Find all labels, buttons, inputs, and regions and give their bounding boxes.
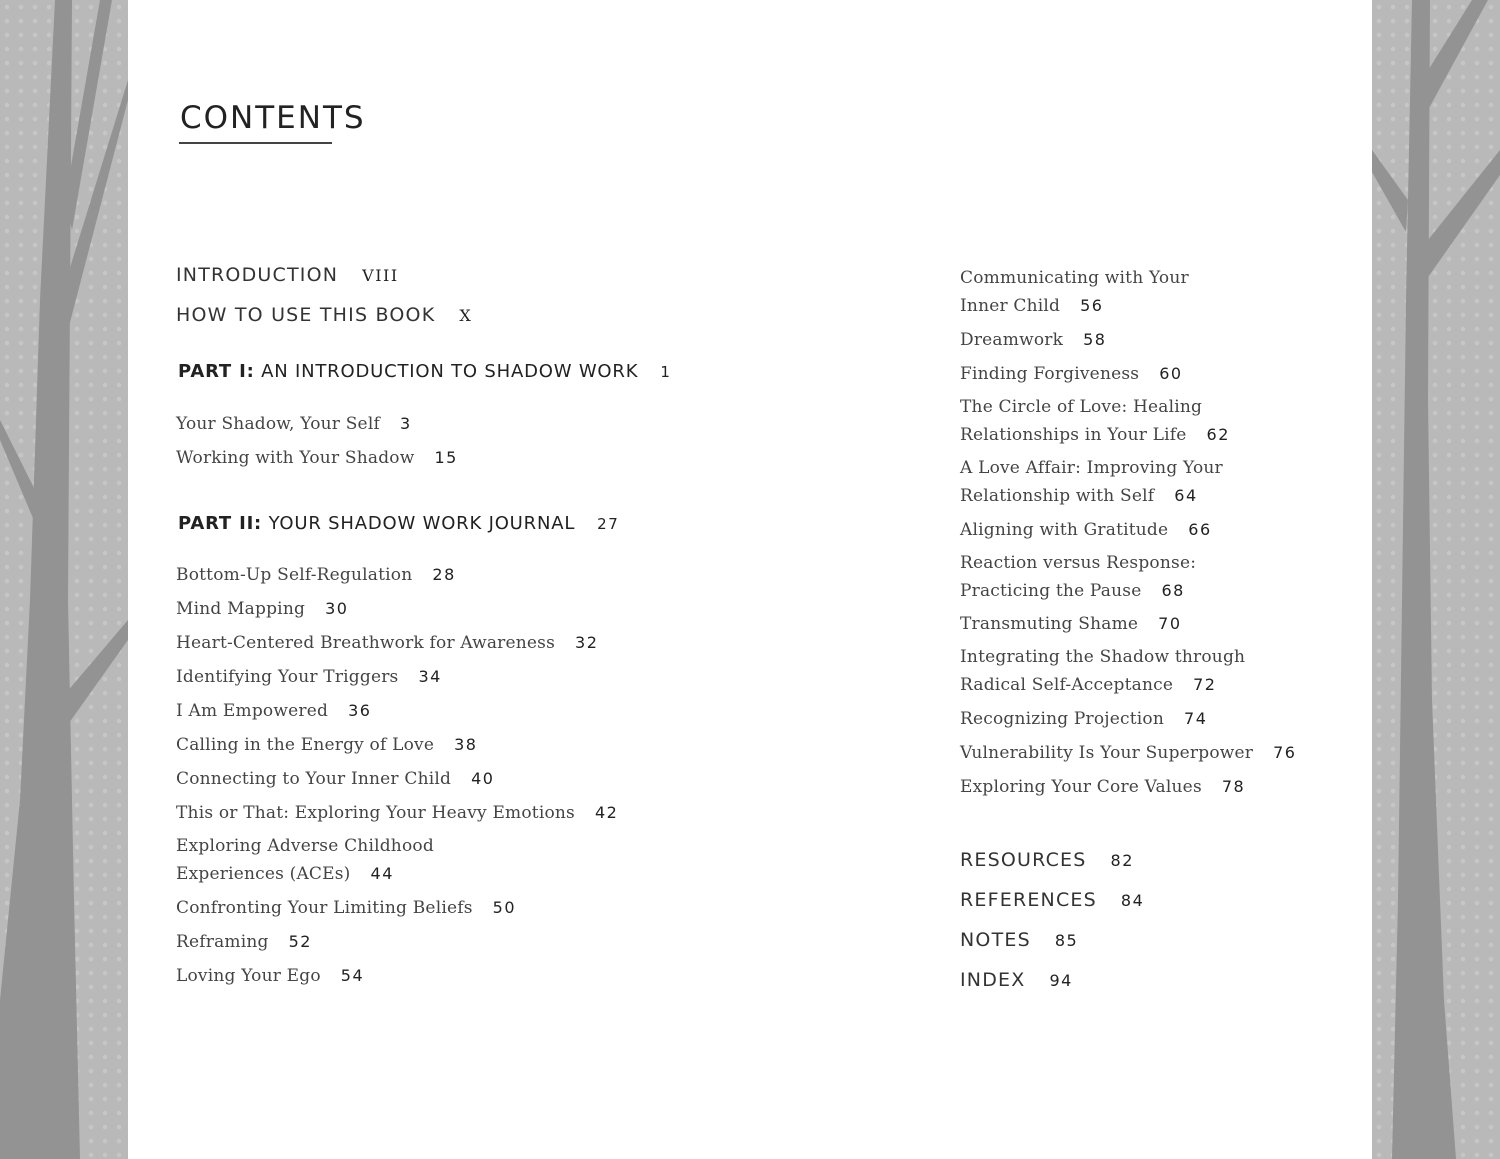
toc-entry-label: Mind Mapping [176, 599, 306, 619]
toc-page-number: 40 [471, 769, 495, 788]
toc-entry[interactable] [176, 799, 618, 827]
toc-page-number: 68 [1161, 581, 1185, 600]
toc-page-number: 84 [1120, 891, 1145, 910]
toc-entry-label: I Am Empowered [176, 701, 329, 721]
toc-entry-label: HOW TO USE THIS BOOK [176, 304, 436, 326]
toc-page-number: 3 [399, 414, 412, 433]
toc-entry-label: Aligning with Gratitude [960, 520, 1169, 540]
toc-entry-resources[interactable] [960, 849, 1134, 871]
toc-entry[interactable] [960, 773, 1245, 801]
toc-entry-notes[interactable] [960, 929, 1078, 951]
toc-entry-label: Your Shadow, Your Self [176, 414, 380, 434]
left-tree-border [0, 0, 128, 1159]
toc-entry[interactable] [176, 765, 494, 793]
toc-page-number: 44 [370, 864, 394, 883]
toc-page-number: 56 [1080, 296, 1104, 315]
toc-page-number: 32 [575, 633, 599, 652]
contents-title: CONTENTS [180, 100, 366, 136]
toc-page-number: 38 [454, 735, 478, 754]
toc-part-1-heading[interactable] [178, 361, 671, 382]
toc-page-number: 85 [1054, 931, 1079, 950]
toc-page-number: 94 [1049, 971, 1073, 990]
toc-entry-label: Reframing [176, 932, 269, 952]
toc-entry-label-line1: Communicating with Your [960, 268, 1189, 288]
tree-illustration-right [1372, 0, 1500, 1159]
toc-entry-label: Working with Your Shadow [176, 448, 415, 468]
toc-page-number: 72 [1193, 675, 1217, 694]
toc-page-number: 74 [1184, 709, 1208, 728]
toc-page-number: 64 [1174, 486, 1198, 505]
right-tree-border [1372, 0, 1500, 1159]
toc-entry[interactable] [960, 550, 1196, 605]
toc-entry-label: RESOURCES [960, 849, 1087, 871]
toc-page-number: 36 [348, 701, 372, 720]
toc-entry-how-to-use[interactable] [176, 304, 472, 326]
toc-page-number: 54 [340, 966, 365, 985]
toc-entry-label: INTRODUCTION [176, 264, 339, 286]
toc-entry-introduction[interactable] [176, 264, 399, 286]
toc-entry-label: REFERENCES [960, 889, 1097, 911]
toc-entry-label: Relationship with Self [960, 486, 1155, 506]
toc-page-number: 15 [434, 448, 458, 467]
toc-entry-label: This or That: Exploring Your Heavy Emotions [176, 803, 575, 823]
tree-illustration-left [0, 0, 128, 1159]
toc-entry[interactable] [176, 410, 412, 438]
toc-page-number: 30 [325, 599, 349, 618]
toc-entry[interactable] [960, 610, 1182, 638]
toc-entry-label: Finding Forgiveness [960, 364, 1140, 384]
toc-page-number: 78 [1221, 777, 1246, 796]
toc-part-2-heading[interactable] [178, 513, 619, 534]
toc-page-number: 58 [1083, 330, 1107, 349]
toc-entry-label-line1: Exploring Adverse Childhood [176, 836, 434, 856]
toc-page-number: X [459, 306, 473, 325]
toc-entry-label: INDEX [960, 969, 1026, 991]
toc-entry[interactable] [176, 595, 348, 623]
toc-entry[interactable] [176, 833, 434, 888]
part-prefix: PART II: [178, 513, 263, 534]
toc-page-number: 28 [432, 565, 456, 584]
toc-entry-label: Connecting to Your Inner Child [176, 769, 452, 789]
title-underline [179, 142, 332, 144]
part-title: YOUR SHADOW WORK JOURNAL [268, 513, 576, 534]
toc-entry-label: Transmuting Shame [960, 614, 1139, 634]
part-title: AN INTRODUCTION TO SHADOW WORK [261, 361, 639, 382]
toc-entry[interactable] [960, 455, 1223, 510]
toc-entry-label-line1: The Circle of Love: Healing [960, 397, 1203, 417]
toc-entry-label: Confronting Your Limiting Beliefs [176, 898, 473, 918]
toc-entry-label: Exploring Your Core Values [960, 777, 1202, 797]
toc-entry[interactable] [960, 516, 1212, 544]
toc-entry-label-line1: Reaction versus Response: [960, 553, 1197, 573]
toc-entry-index[interactable] [960, 969, 1073, 991]
toc-entry[interactable] [176, 561, 456, 589]
toc-entry[interactable] [176, 894, 516, 922]
toc-page-number: 60 [1159, 364, 1183, 383]
toc-entry-label: Recognizing Projection [960, 709, 1165, 729]
toc-page-number: 82 [1110, 851, 1134, 870]
toc-entry[interactable] [176, 663, 442, 691]
toc-entry-label: Relationships in Your Life [960, 425, 1187, 445]
toc-entry[interactable] [176, 962, 364, 990]
toc-page-number: 50 [492, 898, 517, 917]
toc-entry-label: Inner Child [960, 296, 1061, 316]
toc-entry-label: Vulnerability Is Your Superpower [960, 743, 1254, 763]
toc-entry-label-line1: Integrating the Shadow through [960, 647, 1246, 667]
toc-entry-label: Loving Your Ego [176, 966, 321, 986]
toc-entry-label: Heart-Centered Breathwork for Awareness [176, 633, 556, 653]
toc-page-number: 42 [595, 803, 619, 822]
toc-entry[interactable] [176, 928, 312, 956]
toc-page-number: 1 [660, 363, 672, 381]
toc-entry[interactable] [960, 394, 1230, 449]
toc-entry-label: Dreamwork [960, 330, 1064, 350]
toc-page-number: 66 [1188, 520, 1212, 539]
toc-entry-label: NOTES [960, 929, 1031, 951]
toc-entry[interactable] [960, 644, 1245, 699]
toc-entry[interactable] [960, 360, 1183, 388]
toc-entry-label: Experiences (ACEs) [176, 864, 351, 884]
toc-entry[interactable] [960, 265, 1189, 320]
toc-entry[interactable] [176, 444, 458, 472]
toc-entry[interactable] [176, 629, 598, 657]
toc-entry[interactable] [960, 326, 1106, 354]
toc-entry[interactable] [176, 731, 477, 759]
toc-entry-label: Bottom-Up Self-Regulation [176, 565, 413, 585]
toc-entry[interactable] [176, 697, 371, 725]
toc-page-number: 52 [288, 932, 312, 951]
toc-entry-label-line1: A Love Affair: Improving Your [960, 458, 1223, 478]
toc-page-number: 76 [1273, 743, 1297, 762]
toc-entry-references[interactable] [960, 889, 1144, 911]
toc-entry[interactable] [960, 705, 1207, 733]
toc-entry-label: Radical Self-Acceptance [960, 675, 1174, 695]
toc-page-number: VIII [362, 266, 399, 285]
toc-page-number: 27 [597, 515, 620, 533]
toc-page-number: 34 [418, 667, 442, 686]
toc-entry-label: Identifying Your Triggers [176, 667, 399, 687]
part-prefix: PART I: [178, 361, 255, 382]
toc-page-number: 62 [1206, 425, 1230, 444]
toc-entry[interactable] [960, 739, 1296, 767]
toc-page-number: 70 [1158, 614, 1182, 633]
toc-entry-label: Practicing the Pause [960, 581, 1142, 601]
toc-entry-label: Calling in the Energy of Love [176, 735, 435, 755]
